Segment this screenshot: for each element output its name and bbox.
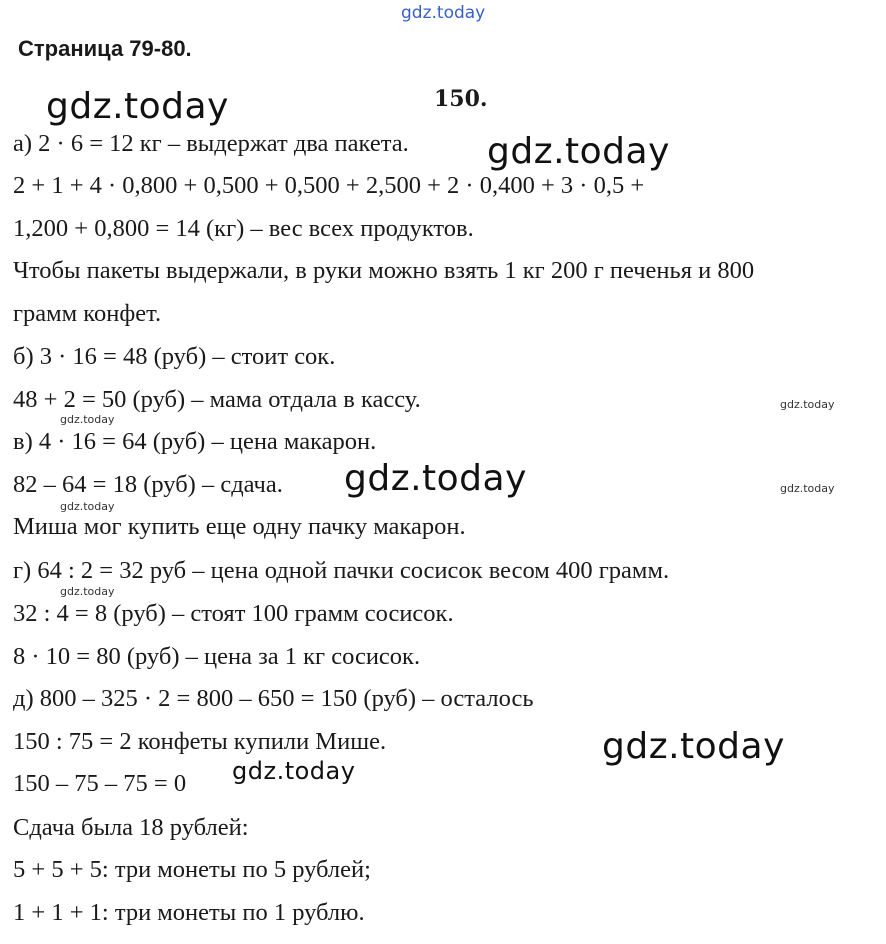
- solution-line: 5 + 5 + 5: три монеты по 5 рублей;: [13, 856, 371, 883]
- watermark-top: gdz.today: [401, 3, 486, 23]
- solution-line: 150 : 75 = 2 конфеты купили Мише.: [13, 728, 387, 755]
- solution-line: а) 2 · 6 = 12 кг – выдержат два пакета.: [13, 130, 409, 157]
- solution-line: 1,200 + 0,800 = 14 (кг) – вес всех продуктов.: [13, 215, 474, 242]
- solution-line: 2 + 1 + 4 · 0,800 + 0,500 + 0,500 + 2,500 + 2 · 0,400 + 3 · 0,5 +: [13, 172, 645, 199]
- solution-line: 48 + 2 = 50 (руб) – мама отдала в кассу.: [13, 386, 421, 413]
- problem-number: 150.: [434, 86, 488, 112]
- solution-line: 8 · 10 = 80 (руб) – цена за 1 кг сосисок.: [13, 643, 421, 670]
- solution-line: б) 3 · 16 = 48 (руб) – стоит сок.: [13, 343, 336, 370]
- solution-line: Миша мог купить еще одну пачку макарон.: [13, 513, 466, 540]
- solution-line: в) 4 · 16 = 64 (руб) – цена макарон.: [13, 428, 377, 455]
- solution-line: г) 64 : 2 = 32 руб – цена одной пачки сосисок весом 400 грамм.: [13, 557, 670, 584]
- solution-line: Чтобы пакеты выдержали, в руки можно взять 1 кг 200 г печенья и 800: [13, 257, 755, 284]
- watermark-small: gdz.today: [60, 500, 115, 513]
- watermark-small: gdz.today: [780, 398, 835, 411]
- solution-line: 150 – 75 – 75 = 0: [13, 770, 187, 797]
- solution-line: 1 + 1 + 1: три монеты по 1 рублю.: [13, 899, 365, 926]
- page-title: Страница 79-80.: [18, 36, 192, 61]
- solution-line: 82 – 64 = 18 (руб) – сдача.: [13, 471, 283, 498]
- watermark-small: gdz.today: [60, 585, 115, 598]
- solution-line: 32 : 4 = 8 (руб) – стоят 100 грамм сосисок.: [13, 600, 454, 627]
- watermark-large: gdz.today: [46, 86, 229, 127]
- solution-line: д) 800 – 325 · 2 = 800 – 650 = 150 (руб) – осталось: [13, 685, 534, 712]
- watermark-large: gdz.today: [487, 131, 670, 172]
- watermark-large: gdz.today: [344, 458, 527, 499]
- watermark-small: gdz.today: [60, 413, 115, 426]
- solution-line: грамм конфет.: [13, 300, 162, 327]
- watermark-large: gdz.today: [602, 726, 785, 767]
- solution-line: Сдача была 18 рублей:: [13, 814, 249, 841]
- watermark-medium: gdz.today: [232, 757, 356, 785]
- watermark-small: gdz.today: [780, 482, 835, 495]
